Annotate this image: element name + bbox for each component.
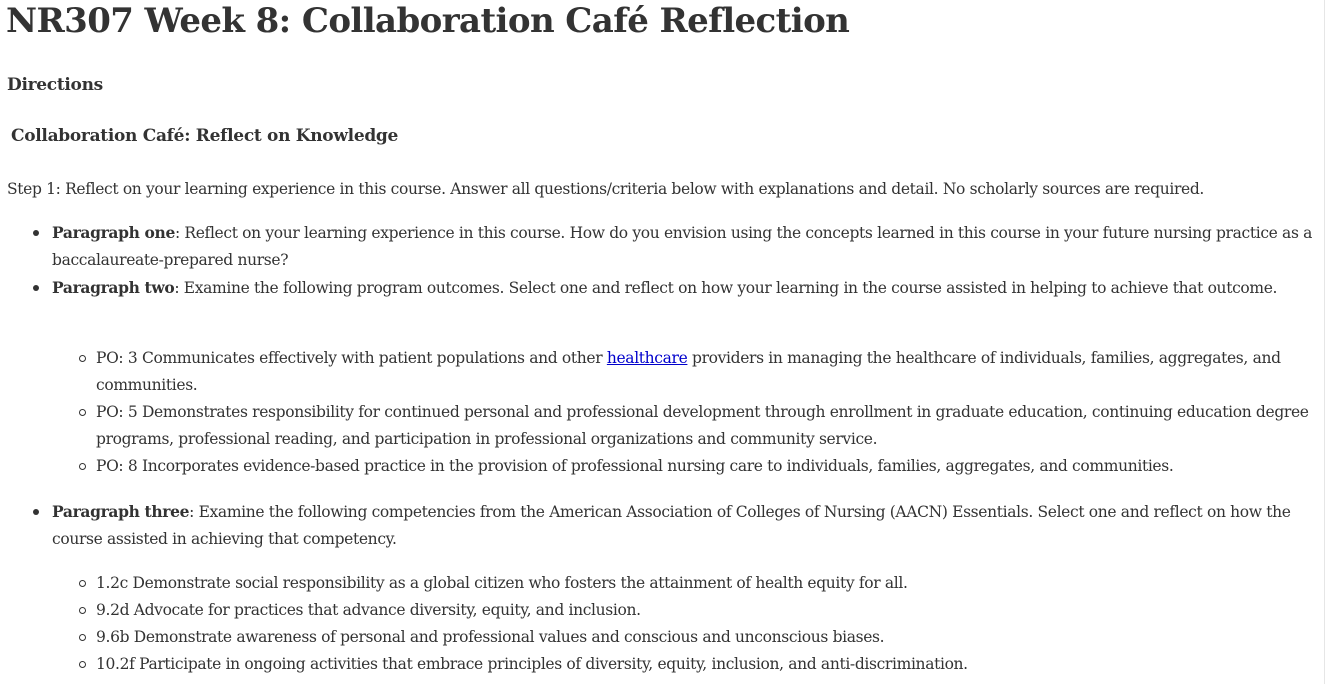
- list-item-competency-10-2f: 10.2f Participate in ongoing activities that embrace principles of diversity, equity, inclusion, and anti-discrimination.: [6, 651, 1322, 678]
- list-item-paragraph-two: [6, 274, 1316, 302]
- list-item-po8: PO: 8 Incorporates evidence-based practice in the provision of professional nursing care to individuals, families, aggregates, and communities.: [6, 453, 1322, 480]
- paragraph-list-2: [6, 498, 1316, 553]
- list-item-competency-9-6b: 9.6b Demonstrate awareness of personal and professional values and conscious and unconscious biases.: [6, 624, 1322, 651]
- page-title: NR307 Week 8: Collaboration Café Reflection: [6, 1, 850, 41]
- list-item-competency-9-2d: 9.2d Advocate for practices that advance diversity, equity, and inclusion.: [6, 597, 1322, 624]
- paragraph-one-label: Paragraph one: [52, 223, 175, 242]
- right-border: [1324, 0, 1325, 684]
- po3-text-after: providers in managing the healthcare of individuals, families, aggregates, and communities.: [96, 349, 1281, 394]
- step-one-text: Step 1: Reflect on your learning experience in this course. Answer all questions/criteria below with explanations and detail. No scholarly sources are required.: [7, 180, 1204, 198]
- paragraph-three-text: : Examine the following competencies from the American Association of Colleges of Nursing (AACN) Essentials. Select one and reflect on how the course assisted in achieving that competency.: [52, 503, 1291, 548]
- paragraph-one-text: : Reflect on your learning experience in this course. How do you envision using the concepts learned in this course in your future nursing practice as a baccalaureate-prepared nurse?: [52, 224, 1313, 269]
- list-item-competency-1-2c: 1.2c Demonstrate social responsibility as a global citizen who fosters the attainment of health equity for all.: [6, 570, 1322, 597]
- paragraph-two-text: : Examine the following program outcomes. Select one and reflect on how your learning in the course assisted in helping to achieve that outcome.: [174, 279, 1278, 297]
- paragraph-list-1: [6, 219, 1316, 302]
- list-item-paragraph-three: [6, 498, 1316, 553]
- po3-text-before: PO: 3 Communicates effectively with patient populations and other: [96, 349, 607, 367]
- program-outcomes-list: [6, 345, 1322, 480]
- paragraph-two-label: Paragraph two: [52, 278, 175, 297]
- list-item-po5: PO: 5 Demonstrates responsibility for continued personal and professional development through enrollment in graduate education, continuing education degree programs, professional reading, and participation in professional organizations and community service.: [6, 399, 1322, 453]
- cafe-heading: Collaboration Café: Reflect on Knowledge: [11, 126, 399, 146]
- healthcare-link[interactable]: healthcare: [606, 349, 688, 367]
- paragraph-three-label: Paragraph three: [52, 502, 190, 521]
- list-item-paragraph-one: [6, 219, 1316, 274]
- directions-heading: Directions: [7, 75, 103, 95]
- list-item-po3: [6, 345, 1322, 399]
- competencies-list: [6, 570, 1322, 678]
